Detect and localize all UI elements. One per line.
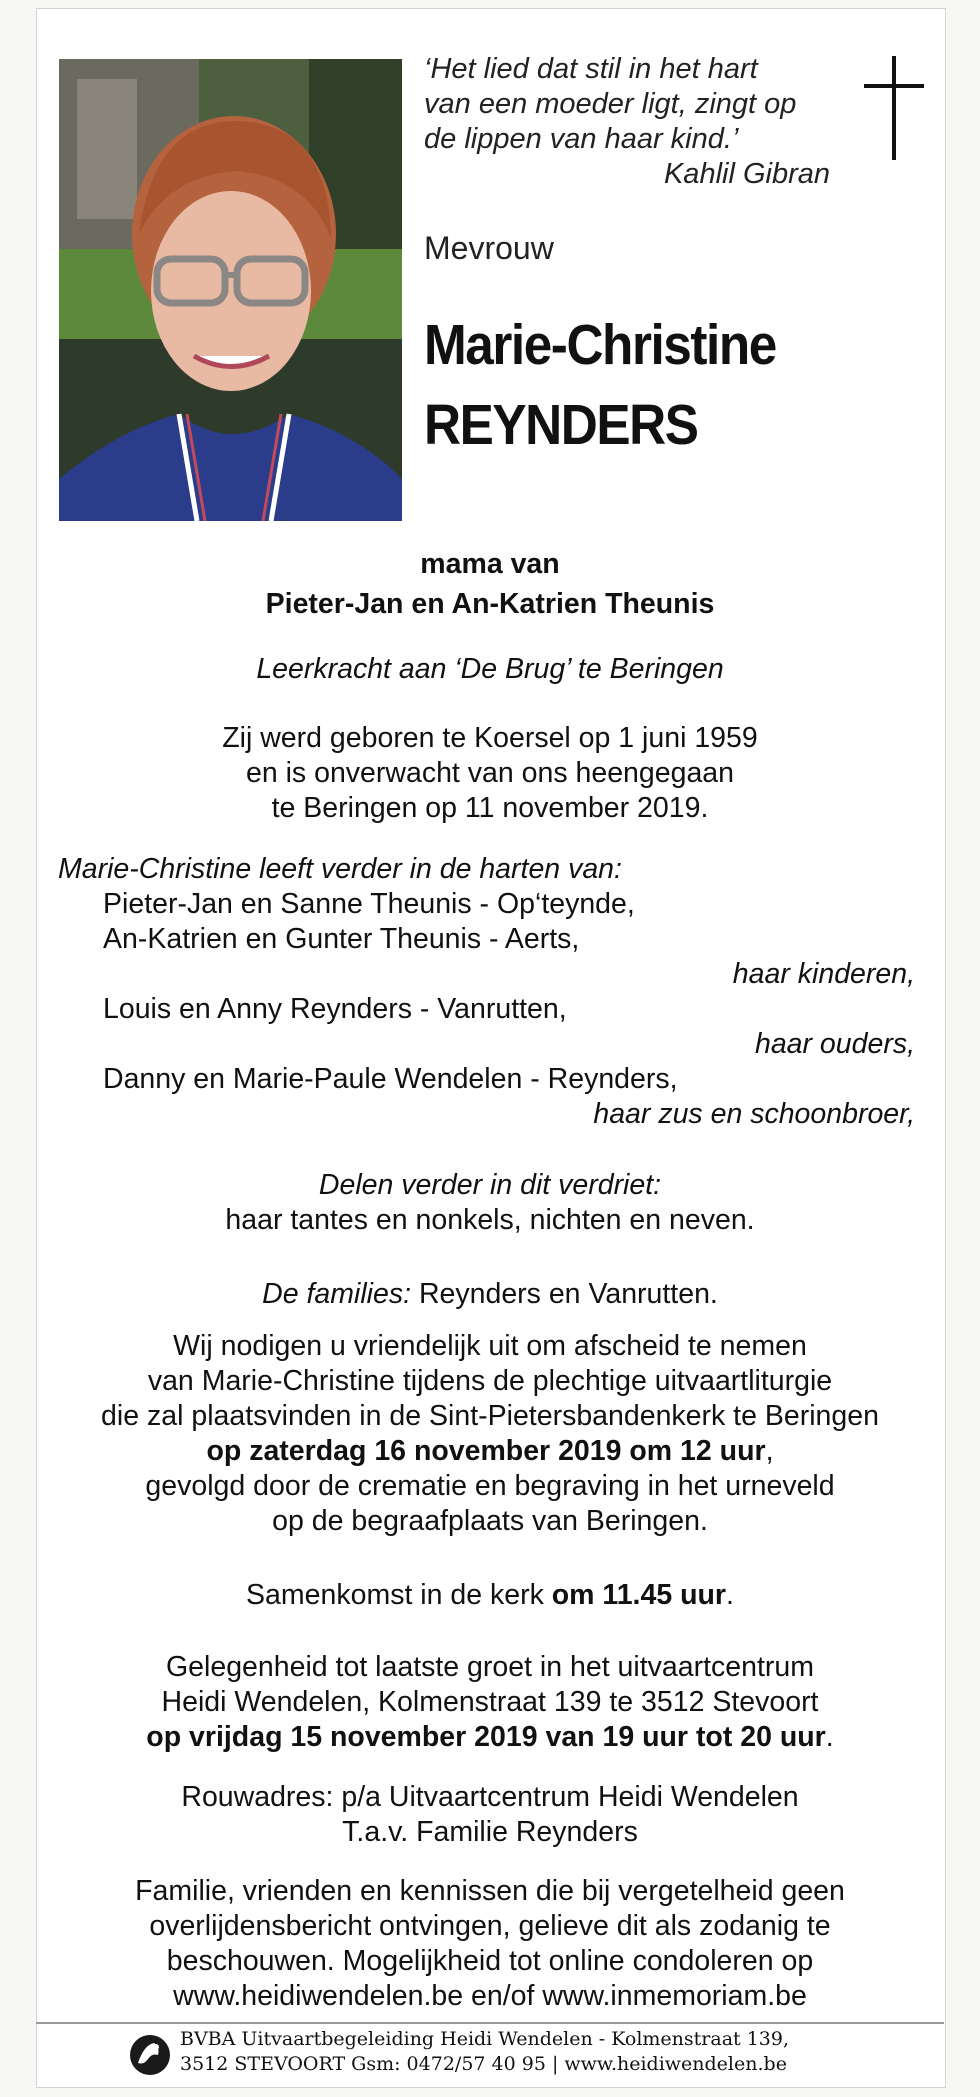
- birth-death-line: en is onverwacht van ons heengegaan: [245, 757, 735, 789]
- address-line: T.a.v. Familie Reynders: [342, 1816, 638, 1848]
- footer-line-2: 3512 STEVOORT Gsm: 0472/57 40 95 | www.heidiwendelen.be: [180, 2053, 787, 2075]
- share-grief-text: haar tantes en nonkels, nichten en neven.: [225, 1204, 755, 1236]
- families-names: Reynders en Vanrutten.: [418, 1278, 718, 1310]
- viewing-block: [0, 1650, 980, 1755]
- funeral-home-logo-icon: [128, 2033, 172, 2077]
- viewing-line: Gelegenheid tot laatste groet in het uitvaartcentrum: [166, 1651, 814, 1683]
- funeral-date: op zaterdag 16 november 2019 om 12 uur: [206, 1435, 766, 1467]
- survivors-intro: Marie-Christine leeft verder in de harten van:: [58, 853, 622, 885]
- quote-block: [424, 52, 844, 192]
- survivor-line: Pieter-Jan en Sanne Theunis - Op‘teynde,: [103, 888, 635, 920]
- funeral-line: gevolgd door de crematie en begraving in het urneveld: [145, 1470, 835, 1502]
- gathering-text: Samenkomst in de kerk: [246, 1579, 544, 1611]
- survivor-line: An-Katrien en Gunter Theunis - Aerts,: [103, 923, 580, 955]
- footer-line-1: BVBA Uitvaartbegeleiding Heidi Wendelen - Kolmenstraat 139,: [180, 2028, 790, 2050]
- portrait-photo: [59, 59, 402, 521]
- relation-label: haar ouders,: [754, 1028, 915, 1060]
- occupation: Leerkracht aan ‘De Brug’ te Beringen: [256, 653, 724, 685]
- survivor-line: Louis en Anny Reynders - Vanrutten,: [103, 993, 567, 1025]
- relation-line-2: Pieter-Jan en An-Katrien Theunis: [265, 588, 715, 620]
- gathering-time: om 11.45 uur: [551, 1579, 727, 1611]
- survivors-block: [58, 852, 928, 1132]
- funeral-line: van Marie-Christine tijdens de plechtige uitvaartliturgie: [147, 1365, 833, 1397]
- quote-line: ‘Het lied dat stil in het hart: [424, 53, 758, 85]
- deceased-surname: REYNDERS: [424, 393, 698, 457]
- share-grief-intro: Delen verder in dit verdriet:: [318, 1169, 662, 1201]
- funeral-line: die zal plaatsvinden in de Sint-Pietersbandenkerk te Beringen: [101, 1400, 879, 1432]
- funeral-line: Wij nodigen u vriendelijk uit om afscheid te nemen: [173, 1330, 807, 1362]
- salutation: Mevrouw: [424, 230, 554, 266]
- closing-block: [0, 1874, 980, 2014]
- funeral-date-line: [0, 1434, 980, 1469]
- closing-line: www.heidiwendelen.be en/of www.inmemoriam.be: [173, 1980, 807, 2012]
- cross-icon: [864, 56, 924, 160]
- funeral-date-suffix: ,: [765, 1435, 774, 1467]
- viewing-date: op vrijdag 15 november 2019 van 19 uur tot 20 uur: [146, 1721, 826, 1753]
- survivor-line: Danny en Marie-Paule Wendelen - Reynders,: [103, 1063, 678, 1095]
- viewing-line: Heidi Wendelen, Kolmenstraat 139 te 3512 Stevoort: [161, 1686, 819, 1718]
- address-line: Rouwadres: p/a Uitvaartcentrum Heidi Wendelen: [181, 1781, 799, 1813]
- footer-divider: [36, 2022, 944, 2024]
- relation-line-1: mama van: [420, 548, 560, 580]
- footer-text: [180, 2027, 789, 2077]
- gathering-suffix: .: [726, 1579, 734, 1611]
- closing-line: overlijdensbericht ontvingen, gelieve dit als zodanig te: [149, 1910, 831, 1942]
- relation-label: haar kinderen,: [732, 958, 915, 990]
- gathering-line: [0, 1577, 980, 1613]
- funeral-line: op de begraafplaats van Beringen.: [272, 1505, 708, 1537]
- quote-line: de lippen van haar kind.’: [424, 123, 739, 155]
- quote-line: van een moeder ligt, zingt op: [424, 88, 797, 120]
- deceased-first-names: Marie-Christine: [424, 313, 776, 377]
- address-block: [0, 1780, 980, 1850]
- relation-label: haar zus en schoonbroer,: [593, 1098, 915, 1130]
- funeral-block: [0, 1329, 980, 1539]
- birth-death-block: [0, 721, 980, 826]
- birth-death-line: te Beringen op 11 november 2019.: [271, 792, 709, 824]
- families-line: [0, 1276, 980, 1312]
- quote-author: Kahlil Gibran: [663, 158, 830, 190]
- closing-line: beschouwen. Mogelijkheid tot online condoleren op: [166, 1945, 814, 1977]
- birth-death-line: Zij werd geboren te Koersel op 1 juni 1959: [222, 722, 758, 754]
- viewing-date-line: [0, 1720, 980, 1755]
- families-label: De families:: [262, 1278, 412, 1310]
- share-grief-block: [0, 1168, 980, 1238]
- viewing-suffix: .: [825, 1721, 834, 1753]
- closing-line: Familie, vrienden en kennissen die bij vergetelheid geen: [135, 1875, 845, 1907]
